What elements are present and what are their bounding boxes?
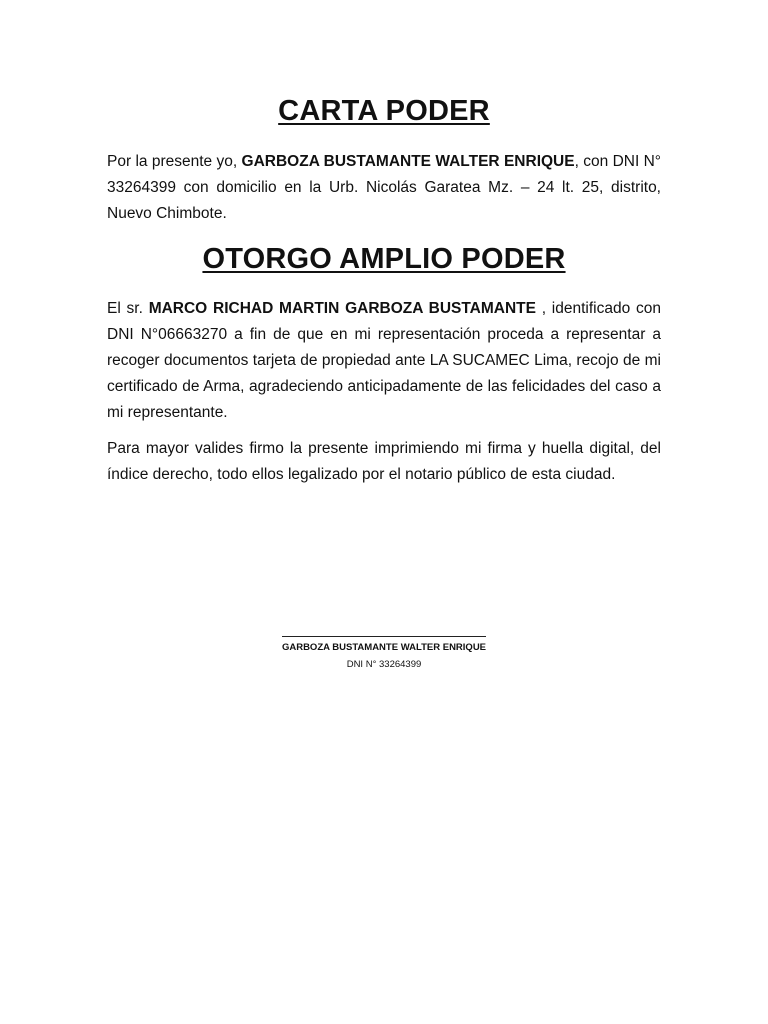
signature-name: GARBOZA BUSTAMANTE WALTER ENRIQUE — [281, 642, 487, 653]
document-title: CARTA PODER — [278, 95, 490, 127]
signature-dni: DNI N° 33264399 — [346, 659, 422, 670]
document-subtitle: OTORGO AMPLIO PODER — [202, 243, 566, 275]
closing-paragraph: Para mayor valides firmo la presente imprimiendo mi firma y huella digital, del índice derecho, todo ellos legalizado por el notario público de esta ciudad. — [107, 440, 661, 483]
representative-name: MARCO RICHAD MARTIN GARBOZA BUSTAMANTE — [148, 300, 536, 317]
grantor-details-text: , con DNI N° 33264399 con domicilio en la Urb. Nicolás Garatea Mz. – 24 lt. 25, distrito, Nuevo Chimbote. — [107, 153, 661, 222]
representative-intro-text: El sr. — [107, 300, 149, 317]
grantor-name: GARBOZA BUSTAMANTE WALTER ENRIQUE — [241, 153, 575, 170]
grantor-intro-text: Por la presente yo, — [107, 153, 242, 170]
representative-paragraph — [107, 296, 661, 426]
grantor-paragraph — [107, 149, 661, 227]
signature-line — [282, 636, 486, 637]
representative-details-text: , identificado con DNI N°06663270 a fin de que en mi representación proceda a representar a recoger documentos tarjeta de propiedad ante LA SUCAMEC Lima, recojo de mi certificado de Arma, agradeciendo anticipadamente de las felicidades del caso a mi representante. — [107, 300, 661, 421]
